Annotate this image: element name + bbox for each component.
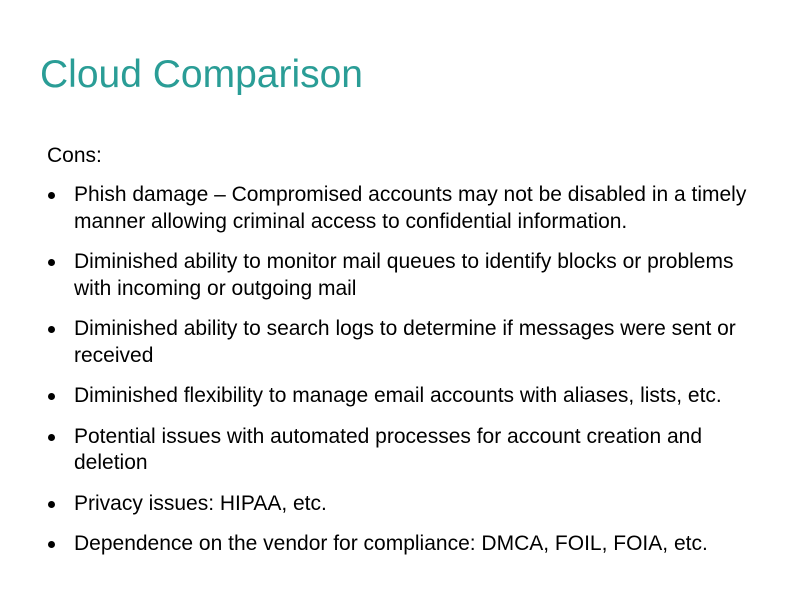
bullet-dot-icon [48, 541, 55, 548]
bullet-item [48, 182, 748, 235]
bullet-text: Phish damage – Compromised accounts may not be disabled in a timely manner allowing criminal access to confidential information. [74, 183, 747, 233]
bullet-item [48, 424, 748, 477]
bullet-list [48, 182, 748, 572]
bullet-dot-icon [48, 326, 55, 333]
bullet-dot-icon [48, 501, 55, 508]
bullet-item [48, 531, 748, 558]
bullet-item [48, 491, 748, 518]
slide-title: Cloud Comparison [40, 53, 363, 96]
bullet-item [48, 316, 748, 369]
bullet-item [48, 249, 748, 302]
bullet-text: Privacy issues: HIPAA, etc. [74, 491, 327, 515]
bullet-text: Diminished ability to search logs to determine if messages were sent or received [74, 317, 736, 367]
bullet-dot-icon [48, 434, 55, 441]
bullet-dot-icon [48, 259, 55, 266]
bullet-text: Diminished flexibility to manage email accounts with aliases, lists, etc. [74, 384, 722, 407]
cons-heading: Cons: [47, 144, 102, 167]
bullet-item [48, 383, 748, 410]
bullet-dot-icon [48, 192, 55, 199]
bullet-dot-icon [48, 393, 55, 400]
bullet-text: Dependence on the vendor for compliance: DMCA, FOIL, FOIA, etc. [74, 532, 708, 555]
bullet-text: Potential issues with automated processes for account creation and deletion [74, 424, 703, 474]
bullet-text: Diminished ability to monitor mail queues to identify blocks or problems with incoming or outgoing mail [74, 250, 734, 300]
